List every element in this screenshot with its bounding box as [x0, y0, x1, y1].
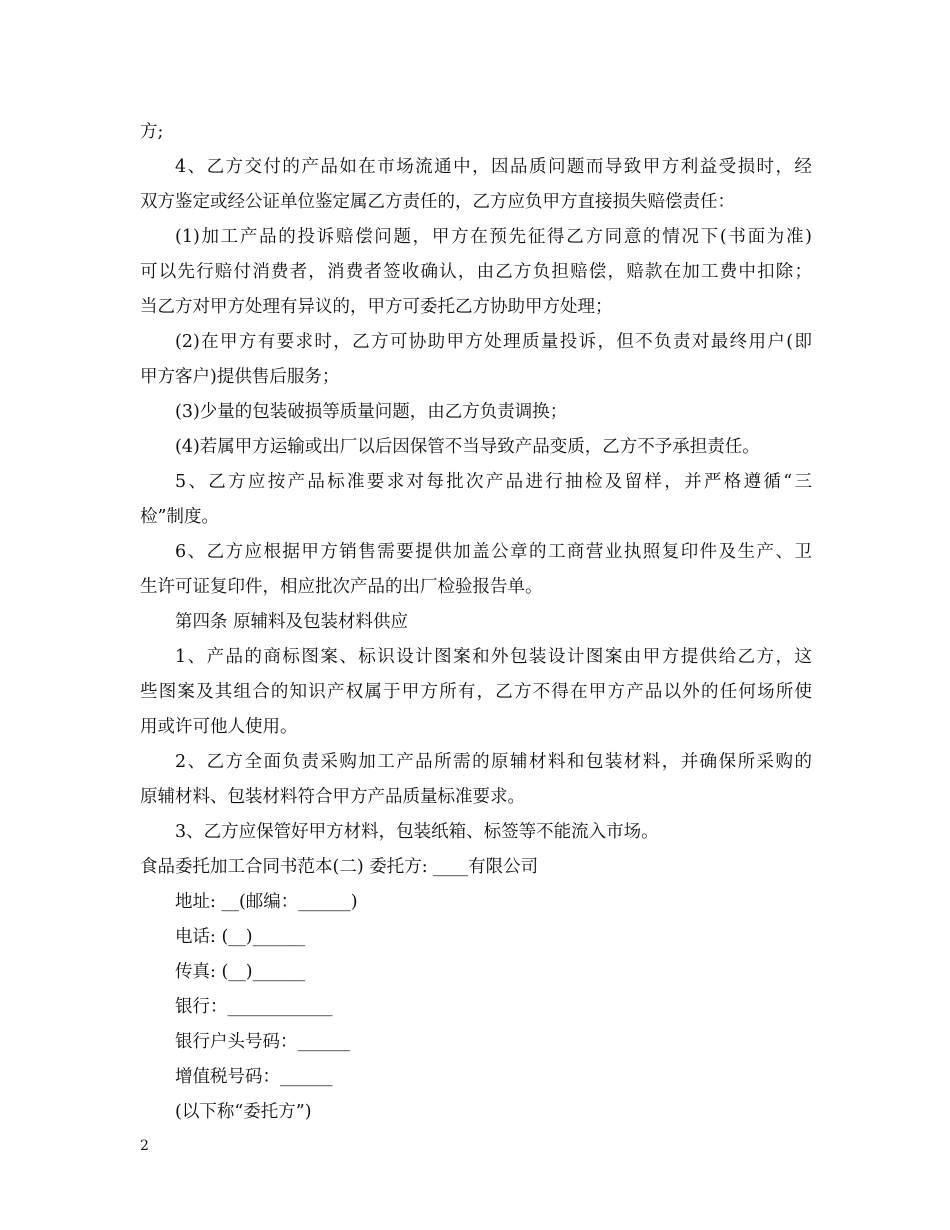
- text-line: 5、乙方应按产品标准要求对每批次产品进行抽检及留样，并严格遵循“三: [175, 472, 812, 492]
- text-line: (以下称“委托方”): [175, 1102, 312, 1122]
- text-line: (2)在甲方有要求时，乙方可协助甲方处理质量投诉，但不负责对最终用户(即: [175, 332, 812, 352]
- text-line: 原辅材料、包装材料符合甲方产品质量标准要求。: [140, 787, 525, 807]
- text-line: 银行：____________: [175, 997, 333, 1017]
- text-line: 生许可证复印件，相应批次产品的出厂检验报告单。: [140, 577, 543, 597]
- text-line: 4、乙方交付的产品如在市场流通中，因品质问题而导致甲方利益受损时，经: [175, 157, 812, 177]
- page-number: 2: [140, 1138, 149, 1154]
- text-line: 地址: __(邮编：______): [175, 892, 358, 912]
- text-line: 银行户头号码：______: [175, 1032, 350, 1052]
- text-line: 6、乙方应根据甲方销售需要提供加盖公章的工商营业执照复印件及生产、卫: [175, 542, 812, 562]
- text-line: 方;: [140, 122, 164, 142]
- text-line: 甲方客户)提供售后服务；: [140, 367, 340, 387]
- text-line: 双方鉴定或经公证单位鉴定属乙方责任的，乙方应负甲方直接损失赔偿责任：: [140, 192, 735, 212]
- document-body: [140, 115, 812, 1130]
- text-line: 2、乙方全面负责采购加工产品所需的原辅材料和包装材料，并确保所采购的: [175, 752, 812, 772]
- text-line: (4)若属甲方运输或出厂以后因保管不当导致产品变质，乙方不予承担责任。: [175, 437, 760, 457]
- text-line: 1、产品的商标图案、标识设计图案和外包装设计图案由甲方提供给乙方，这: [175, 647, 812, 667]
- text-line: 可以先行赔付消费者，消费者签收确认，由乙方负担赔偿，赔款在加工费中扣除；: [140, 262, 812, 282]
- text-line: (1)加工产品的投诉赔偿问题，甲方在预先征得乙方同意的情况下(书面为准): [175, 227, 812, 247]
- text-line: 当乙方对甲方处理有异议的，甲方可委托乙方协助甲方处理；: [140, 297, 613, 317]
- text-line: 增值税号码：______: [175, 1067, 333, 1087]
- text-line: (3)少量的包装破损等质量问题，由乙方负责调换；: [175, 402, 568, 422]
- text-line: 传真: (__)______: [175, 962, 306, 982]
- text-line: 用或许可他人使用。: [140, 717, 298, 737]
- text-line: 第四条 原辅料及包装材料供应: [175, 612, 409, 632]
- text-line: 电话: (__)______: [175, 927, 306, 947]
- text-line: 检”制度。: [140, 507, 219, 527]
- text-line: 3、乙方应保管好甲方材料，包装纸箱、标签等不能流入市场。: [175, 822, 659, 842]
- text-line: 些图案及其组合的知识产权属于甲方所有，乙方不得在甲方产品以外的任何场所使: [140, 682, 812, 702]
- text-line: 食品委托加工合同书范本(二) 委托方: ____有限公司: [140, 857, 539, 877]
